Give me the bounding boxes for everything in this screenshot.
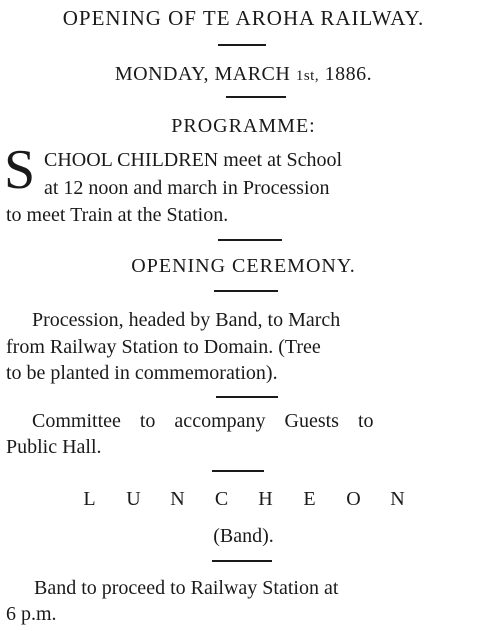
luncheon-letter: U [126,488,141,510]
closing-line-2: 6 p.m. [6,603,57,625]
date-day: 1st, [295,68,320,84]
notice-title: OPENING OF TE AROHA RAILWAY. [62,6,425,30]
school-line-1: CHOOL CHILDREN meet at School [44,149,343,171]
procession-line-2: from Railway Station to Domain. (Tree [6,336,321,358]
luncheon-letter: H [258,488,273,510]
school-line-2: at 12 noon and march in Procession [44,177,330,199]
drop-cap-letter: S [4,139,36,201]
divider [218,44,266,46]
programme-heading: PROGRAMME: [171,115,316,137]
divider [218,239,282,241]
date-year: 1886. [324,63,373,85]
divider [216,396,278,398]
band-note: (Band). [213,525,274,547]
committee-line-2: Public Hall. [6,436,102,458]
event-date [0,64,487,84]
luncheon-letter: N [390,488,405,510]
divider [214,290,278,292]
ceremony-heading: OPENING CEREMONY. [131,255,356,277]
procession-line-1: Procession, headed by Band, to March [32,309,341,331]
divider [212,560,272,562]
luncheon-letter: L [83,488,96,510]
committee-line-1: Committee to accompany Guests to [32,410,374,432]
divider [226,96,286,98]
date-weekday-month: MONDAY, MARCH [114,63,291,85]
divider [212,470,264,472]
luncheon-letter: C [214,488,229,510]
luncheon-heading [0,489,487,509]
luncheon-letter: E [303,488,316,510]
procession-line-3: to be planted in commemoration). [6,362,278,384]
school-line-3: to meet Train at the Station. [6,204,229,226]
luncheon-letter: O [346,488,361,510]
closing-line-1: Band to proceed to Railway Station at [34,577,339,599]
luncheon-letter: N [170,488,185,510]
